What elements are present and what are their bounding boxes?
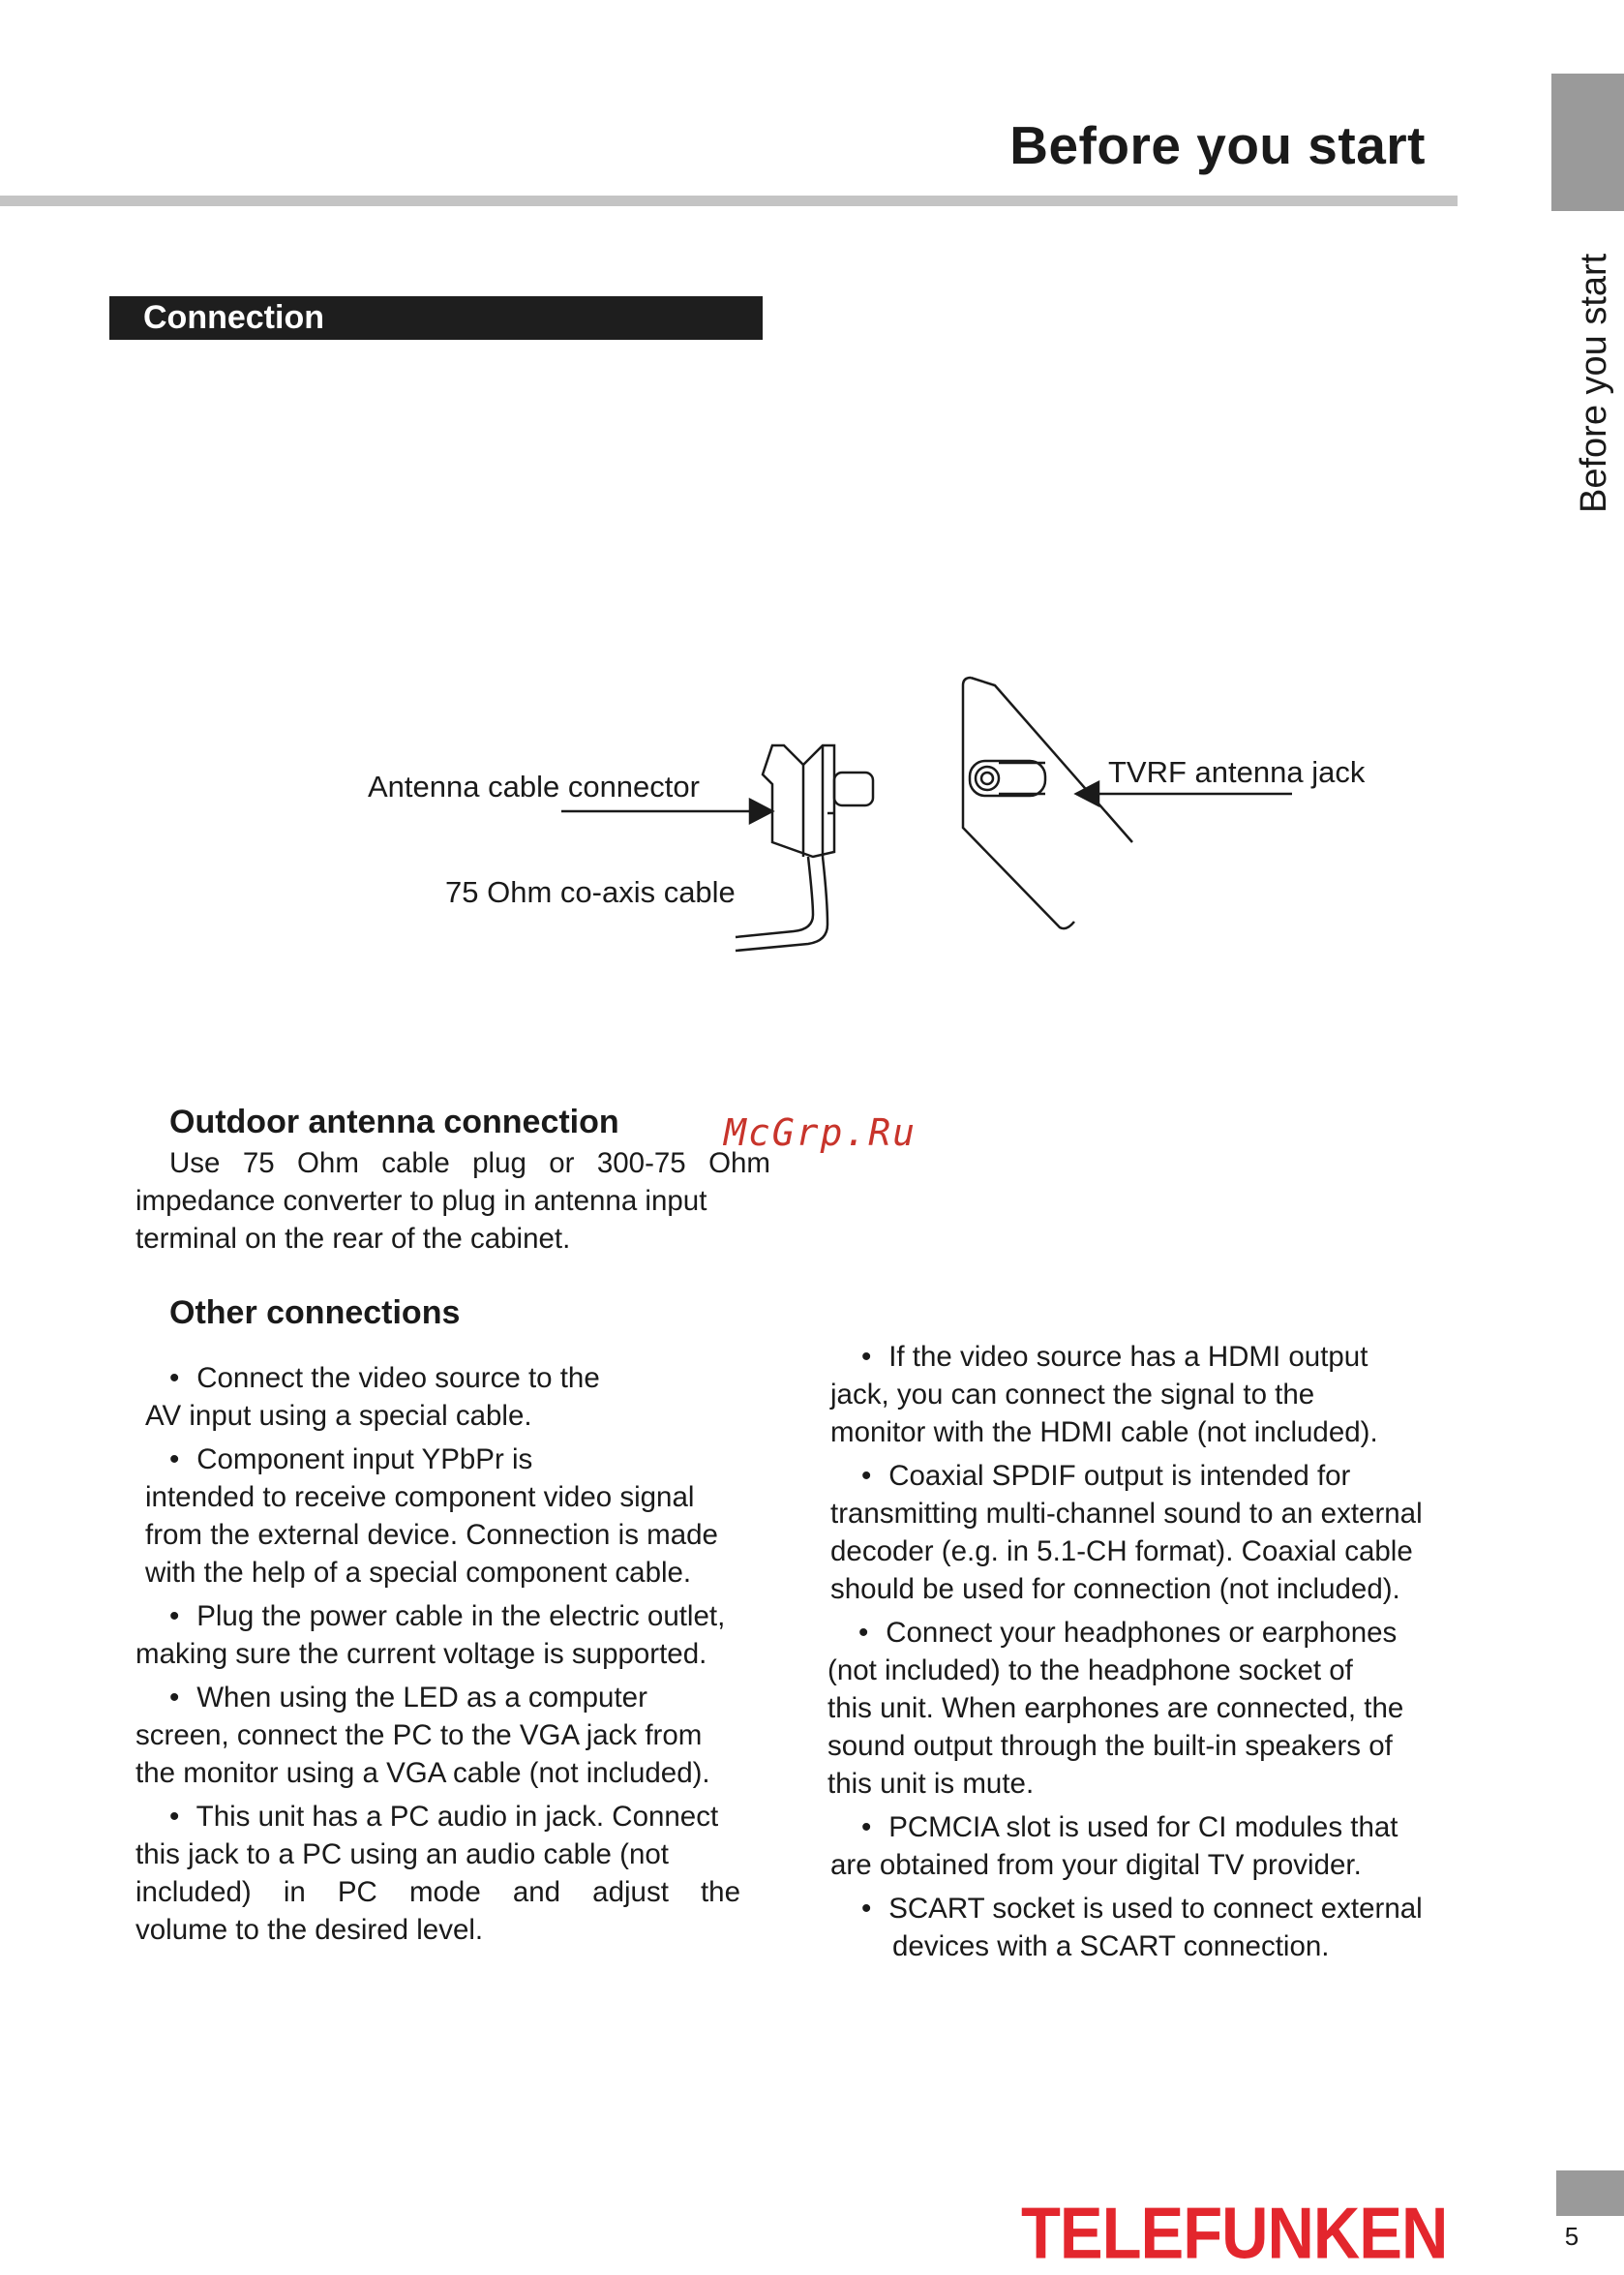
list-item: • SCART socket is used to connect external devices with a SCART connection. bbox=[861, 1893, 1423, 1962]
outdoor-line: terminal on the rear of the cabinet. bbox=[135, 1223, 571, 1255]
antenna-plug-drawing bbox=[736, 745, 873, 951]
section-title-bar: Connection bbox=[109, 296, 763, 340]
list-item: • If the video source has a HDMI output jack, you can connect the signal to the monitor with the HDMI cable (not included). bbox=[830, 1341, 1378, 1448]
side-tab bbox=[1551, 74, 1624, 211]
outdoor-line: Use 75 Ohm cable plug or 300-75 Ohm bbox=[169, 1147, 770, 1179]
watermark: McGrp.Ru bbox=[724, 1111, 917, 1154]
outdoor-line: impedance converter to plug in antenna input bbox=[135, 1185, 707, 1217]
list-item: • Coaxial SPDIF output is intended for transmitting multi-channel sound to an external decoder (e.g. in 5.1-CH format). Coaxial cable should be used for connection (not included). bbox=[830, 1460, 1423, 1605]
label-coax-cable: 75 Ohm co-axis cable bbox=[445, 875, 736, 909]
list-item: • Connect your headphones or earphones (not included) to the headphone socket of this unit. When earphones are connected, the sound output through the built-in speakers of this unit is mute. bbox=[827, 1617, 1404, 1800]
list-item: • Component input YPbPr is intended to receive component video signal from the external device. Connection is made with the help of a special component cable. bbox=[145, 1443, 718, 1589]
list-item: • Plug the power cable in the electric outlet, making sure the current voltage is supported. bbox=[135, 1600, 726, 1670]
brand-logo: TELEFUNKEN bbox=[1021, 2193, 1448, 2275]
side-tab-label: Before you start bbox=[1574, 253, 1614, 513]
outdoor-text bbox=[135, 1144, 770, 1258]
list-item: • Connect the video source to the AV input using a special cable. bbox=[145, 1362, 600, 1432]
antenna-connection-diagram bbox=[368, 668, 1394, 978]
right-bullets bbox=[827, 1338, 1486, 1971]
other-heading: Other connections bbox=[169, 1294, 461, 1331]
list-item: • When using the LED as a computer screen, connect the PC to the VGA jack from the monitor using a VGA cable (not included). bbox=[135, 1682, 710, 1789]
label-tvrf-jack: TVRF antenna jack bbox=[1108, 755, 1366, 789]
outdoor-heading: Outdoor antenna connection bbox=[169, 1104, 619, 1140]
page-number: 5 bbox=[1564, 2222, 1579, 2251]
list-item: • This unit has a PC audio in jack. Connect this jack to a PC using an audio cable (not included) in PC mode and adjust the volume to the desired level. bbox=[135, 1801, 740, 1946]
left-bullets bbox=[135, 1359, 794, 1955]
label-antenna-cable-connector: Antenna cable connector bbox=[368, 770, 700, 804]
page-tab bbox=[1556, 2170, 1624, 2216]
tv-panel-drawing bbox=[963, 678, 1132, 928]
page-title: Before you start bbox=[1009, 115, 1426, 175]
list-item: • PCMCIA slot is used for CI modules that are obtained from your digital TV provider. bbox=[830, 1811, 1398, 1881]
header-rule bbox=[0, 196, 1458, 206]
